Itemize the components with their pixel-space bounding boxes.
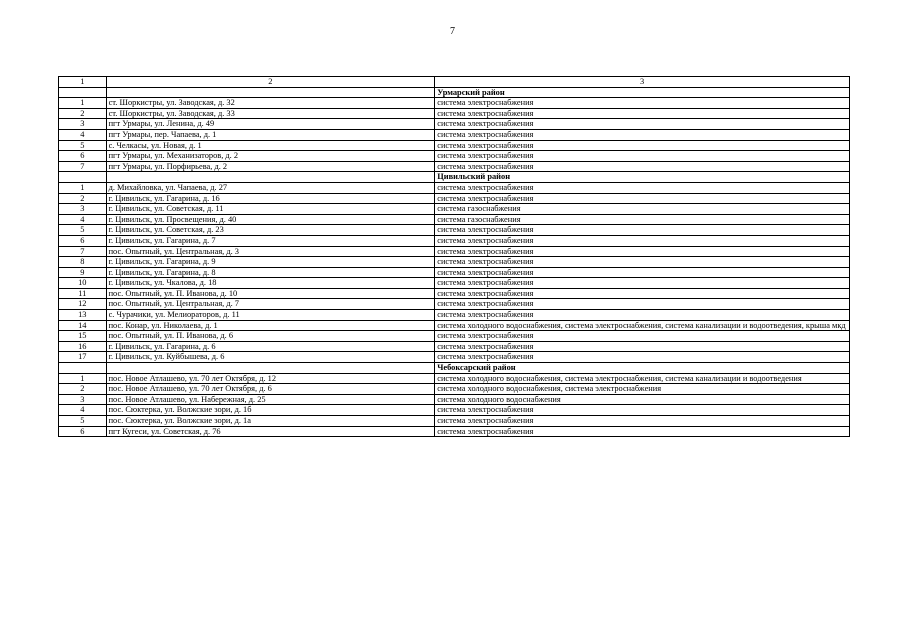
table-row [59,341,850,352]
row-address: пгт Урмары, ул. Порфирьева, д. 2 [106,161,435,172]
row-systems: система электроснабжения [435,278,850,289]
row-systems: система электроснабжения [435,246,850,257]
row-address: г. Цивильск, ул. Гагарина, д. 8 [106,267,435,278]
table-row [59,352,850,363]
row-number: 7 [59,246,107,257]
section-empty-cell [106,172,435,183]
section-empty-cell [106,363,435,374]
row-systems: система электроснабжения [435,352,850,363]
table-row [59,384,850,395]
table-row [59,416,850,427]
table-row [59,214,850,225]
table-row [59,320,850,331]
row-number: 13 [59,310,107,321]
table-header-row [59,77,850,88]
row-systems: система электроснабжения [435,288,850,299]
row-systems: система газоснабжения [435,214,850,225]
row-systems: система электроснабжения [435,331,850,342]
row-number: 9 [59,267,107,278]
row-number: 12 [59,299,107,310]
row-address: пос. Конар, ул. Николаева, д. 1 [106,320,435,331]
table-row [59,288,850,299]
table-row [59,267,850,278]
header-col-2: 2 [106,77,435,88]
row-systems: система электроснабжения [435,405,850,416]
table-row [59,98,850,109]
row-number: 3 [59,119,107,130]
section-empty-cell [59,172,107,183]
row-number: 1 [59,98,107,109]
section-title: Чебоксарский район [435,363,850,374]
row-address: пос. Опытный, ул. Центральная, д. 7 [106,299,435,310]
row-address: г. Цивильск, ул. Гагарина, д. 7 [106,235,435,246]
section-empty-cell [59,363,107,374]
table-row [59,405,850,416]
row-systems: система электроснабжения [435,151,850,162]
header-col-3: 3 [435,77,850,88]
row-address: пос. Новое Атлашево, ул. 70 лет Октября, д. 6 [106,384,435,395]
table-row [59,151,850,162]
table-row [59,257,850,268]
row-address: с. Челкасы, ул. Новая, д. 1 [106,140,435,151]
row-systems: система электроснабжения [435,267,850,278]
row-address: пос. Сюктерка, ул. Волжские зори, д. 1б [106,405,435,416]
row-number: 4 [59,214,107,225]
row-systems: система электроснабжения [435,225,850,236]
row-address: г. Цивильск, ул. Гагарина, д. 9 [106,257,435,268]
table-row [59,225,850,236]
row-number: 5 [59,416,107,427]
table-row [59,204,850,215]
table-row [59,331,850,342]
row-systems: система электроснабжения [435,108,850,119]
row-number: 8 [59,257,107,268]
table-row [59,235,850,246]
section-header-row [59,363,850,374]
row-address: ст. Шоркистры, ул. Заводская, д. 32 [106,98,435,109]
objects-table [58,76,850,437]
section-empty-cell [106,87,435,98]
row-number: 6 [59,426,107,437]
row-number: 7 [59,161,107,172]
row-number: 2 [59,384,107,395]
section-header-row [59,87,850,98]
row-address: пос. Опытный, ул. П. Иванова, д. 6 [106,331,435,342]
table-row [59,310,850,321]
table-body [59,77,850,437]
row-systems: система холодного водоснабжения [435,394,850,405]
table-row [59,193,850,204]
row-number: 1 [59,373,107,384]
row-systems: система электроснабжения [435,119,850,130]
table-row [59,161,850,172]
row-address: с. Чурачики, ул. Мелиораторов, д. 11 [106,310,435,321]
row-number: 15 [59,331,107,342]
table-row [59,426,850,437]
section-header-row [59,172,850,183]
row-address: пос. Опытный, ул. Центральная, д. 3 [106,246,435,257]
row-address: г. Цивильск, ул. Советская, д. 11 [106,204,435,215]
row-number: 6 [59,235,107,246]
table-row [59,129,850,140]
table-row [59,394,850,405]
row-number: 5 [59,225,107,236]
row-address: г. Цивильск, ул. Куйбышева, д. 6 [106,352,435,363]
section-empty-cell [59,87,107,98]
table-row [59,182,850,193]
row-number: 16 [59,341,107,352]
table-row [59,140,850,151]
row-systems: система электроснабжения [435,140,850,151]
row-systems: система электроснабжения [435,161,850,172]
row-address: пос. Опытный, ул. П. Иванова, д. 10 [106,288,435,299]
table-row [59,278,850,289]
row-number: 14 [59,320,107,331]
row-address: пос. Новое Атлашево, ул. Набережная, д. 25 [106,394,435,405]
row-number: 17 [59,352,107,363]
row-address: г. Цивильск, ул. Советская, д. 23 [106,225,435,236]
row-systems: система электроснабжения [435,341,850,352]
row-systems: система электроснабжения [435,98,850,109]
row-systems: система холодного водоснабжения, система электроснабжения, система канализации и водоотведения [435,373,850,384]
section-title: Урмарский район [435,87,850,98]
row-address: ст. Шоркистры, ул. Заводская, д. 33 [106,108,435,119]
row-address: г. Цивильск, ул. Чкалова, д. 18 [106,278,435,289]
row-number: 3 [59,204,107,215]
row-systems: система электроснабжения [435,426,850,437]
row-address: пос. Сюктерка, ул. Волжские зори, д. 1а [106,416,435,427]
row-systems: система электроснабжения [435,235,850,246]
row-address: пгт Урмары, ул. Механизаторов, д. 2 [106,151,435,162]
table-row [59,299,850,310]
row-number: 4 [59,129,107,140]
row-address: пгт Кугеси, ул. Советская, д. 76 [106,426,435,437]
section-title: Цивильский район [435,172,850,183]
row-number: 11 [59,288,107,299]
row-address: г. Цивильск, ул. Гагарина, д. 6 [106,341,435,352]
row-number: 1 [59,182,107,193]
row-number: 5 [59,140,107,151]
row-number: 10 [59,278,107,289]
row-address: г. Цивильск, ул. Просвещения, д. 40 [106,214,435,225]
row-number: 6 [59,151,107,162]
row-systems: система электроснабжения [435,299,850,310]
row-systems: система холодного водоснабжения, система электроснабжения [435,384,850,395]
row-number: 2 [59,108,107,119]
page-number: 7 [450,26,455,37]
row-address: г. Цивильск, ул. Гагарина, д. 16 [106,193,435,204]
row-address: пгт Урмары, пер. Чапаева, д. 1 [106,129,435,140]
row-systems: система электроснабжения [435,416,850,427]
table-row [59,373,850,384]
table-row [59,108,850,119]
table-row [59,246,850,257]
row-number: 3 [59,394,107,405]
table-row [59,119,850,130]
row-number: 2 [59,193,107,204]
row-systems: система электроснабжения [435,193,850,204]
row-systems: система электроснабжения [435,310,850,321]
row-systems: система электроснабжения [435,129,850,140]
header-col-1: 1 [59,77,107,88]
row-address: пгт Урмары, ул. Ленина, д. 49 [106,119,435,130]
row-number: 4 [59,405,107,416]
row-systems: система электроснабжения [435,182,850,193]
row-address: пос. Новое Атлашево, ул. 70 лет Октября, д. 12 [106,373,435,384]
row-systems: система холодного водоснабжения, система электроснабжения, система канализации и водоотведения, крыша мкд [435,320,850,331]
row-systems: система газоснабжения [435,204,850,215]
row-systems: система электроснабжения [435,257,850,268]
row-address: д. Михайловка, ул. Чапаева, д. 27 [106,182,435,193]
